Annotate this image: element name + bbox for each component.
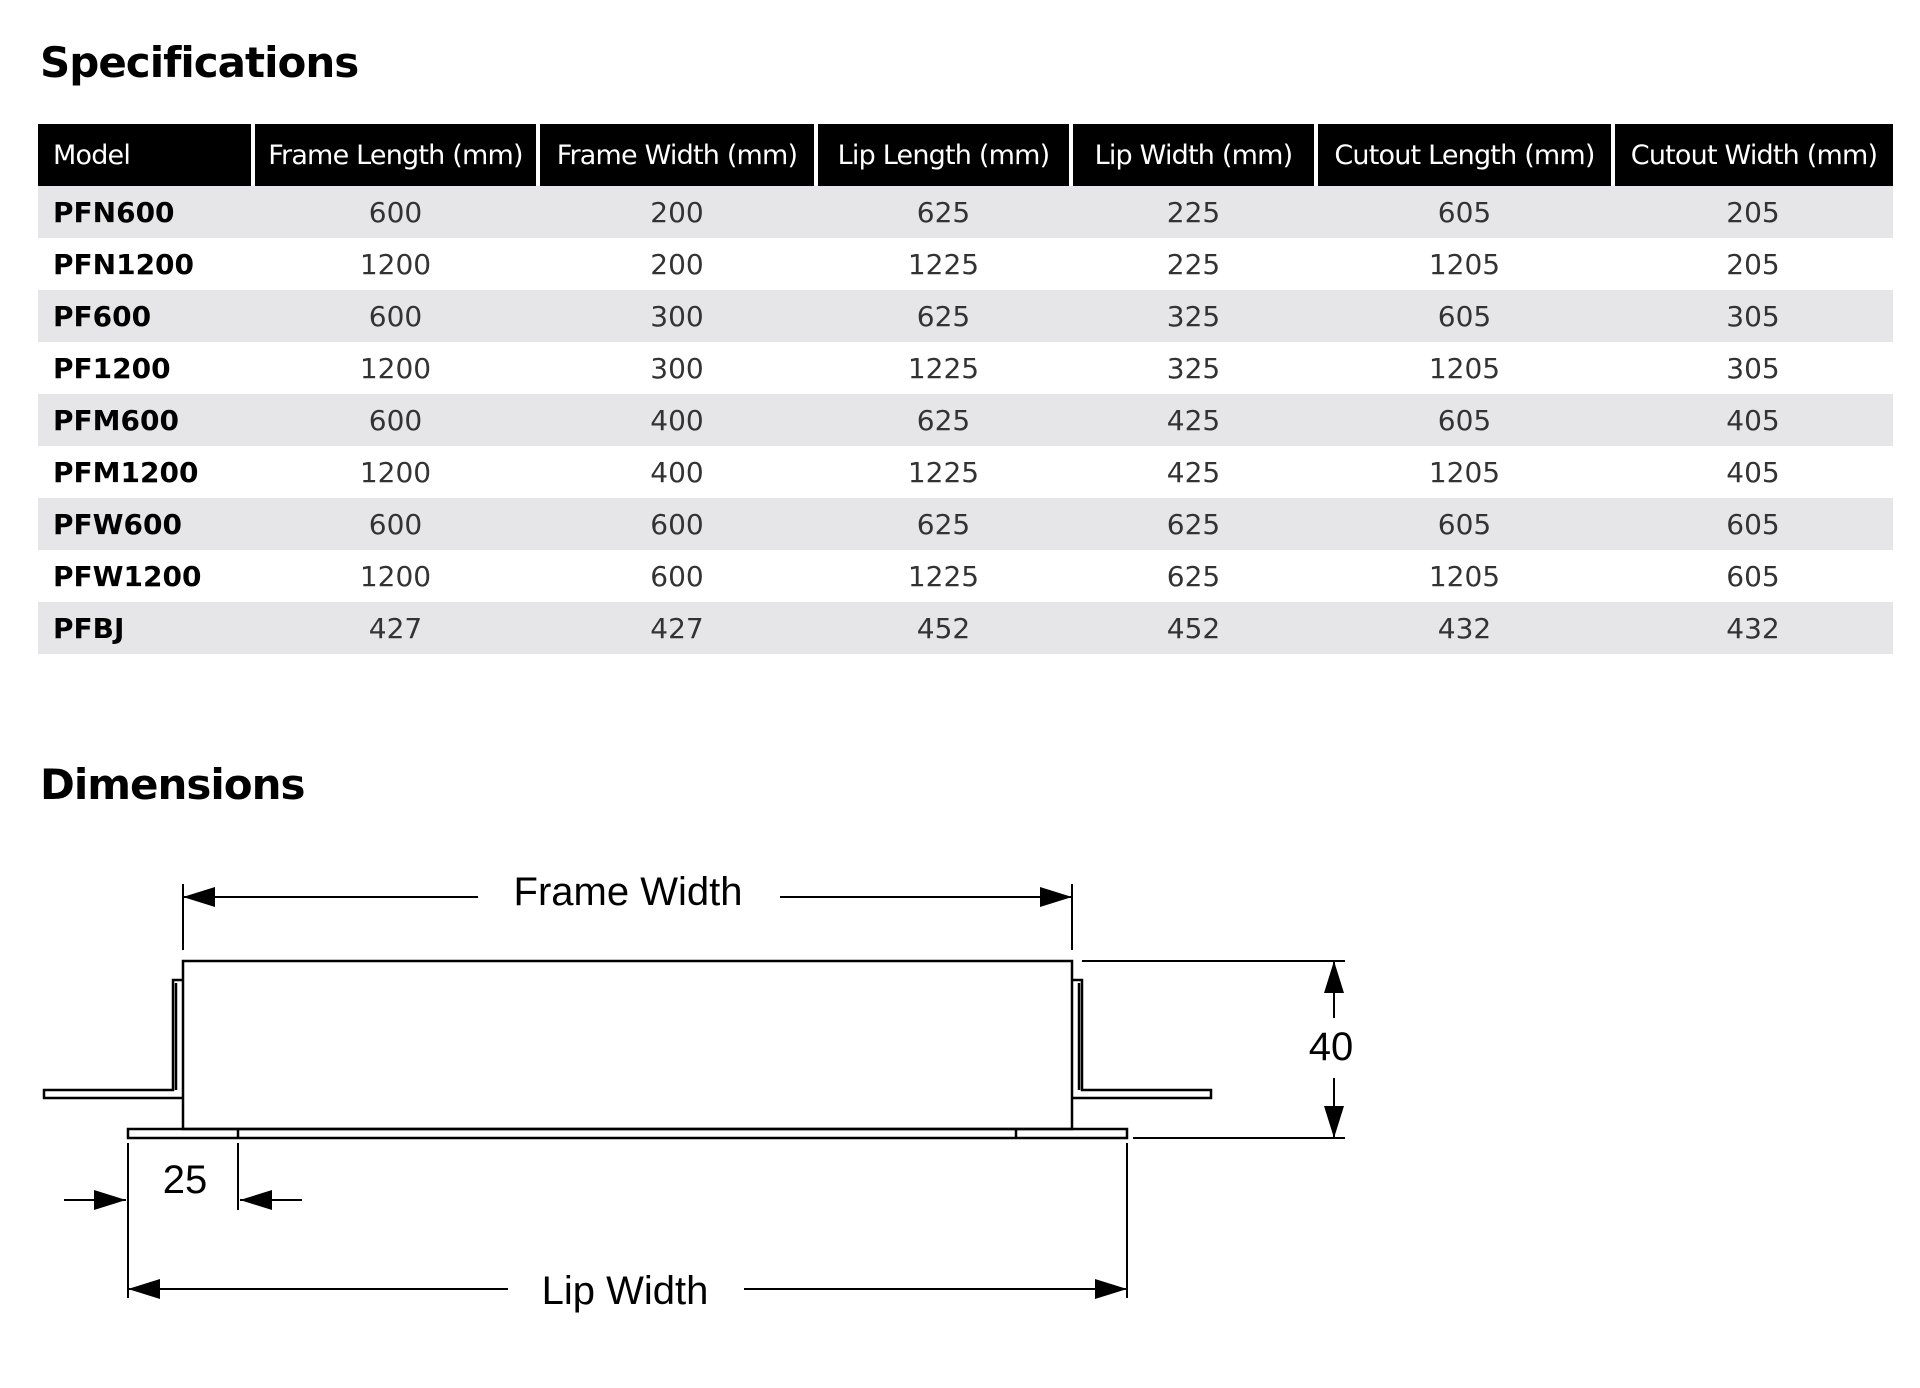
- frame-width-cell: 427: [538, 602, 816, 654]
- cutout-length-cell: 1205: [1316, 238, 1613, 290]
- table-row: [38, 446, 1893, 498]
- table-header-row: [38, 124, 1893, 186]
- lip-width-cell: 625: [1071, 550, 1316, 602]
- lip-length-cell: 625: [816, 290, 1071, 342]
- cutout-length-cell: 1205: [1316, 550, 1613, 602]
- specifications-title: Specifications: [40, 38, 359, 87]
- frame-width-cell: 600: [538, 550, 816, 602]
- frame-width-cell: 400: [538, 394, 816, 446]
- model-cell: PFW600: [38, 498, 253, 550]
- model-cell: PF600: [38, 290, 253, 342]
- cutout-width-cell: 205: [1613, 186, 1893, 238]
- frame-width-cell: 600: [538, 498, 816, 550]
- frame-width-cell: 400: [538, 446, 816, 498]
- lip-length-cell: 1225: [816, 550, 1071, 602]
- cutout-width-cell: 405: [1613, 394, 1893, 446]
- lip-length-cell: 625: [816, 394, 1071, 446]
- lip-length-cell: 1225: [816, 238, 1071, 290]
- cutout-width-cell: 405: [1613, 446, 1893, 498]
- lip-width-cell: 625: [1071, 498, 1316, 550]
- column-header-frame-length: Frame Length (mm): [253, 124, 538, 186]
- table-row: [38, 290, 1893, 342]
- lip-width-cell: 325: [1071, 290, 1316, 342]
- cutout-length-cell: 605: [1316, 290, 1613, 342]
- cutout-width-cell: 605: [1613, 550, 1893, 602]
- lip-length-cell: 1225: [816, 342, 1071, 394]
- lip-width-cell: 225: [1071, 238, 1316, 290]
- lip-width-cell: 325: [1071, 342, 1316, 394]
- lip-width-cell: 452: [1071, 602, 1316, 654]
- model-cell: PFM600: [38, 394, 253, 446]
- lip-length-cell: 452: [816, 602, 1071, 654]
- frame-width-cell: 200: [538, 238, 816, 290]
- model-cell: PFN600: [38, 186, 253, 238]
- cutout-width-cell: 205: [1613, 238, 1893, 290]
- frame-width-label: Frame Width: [513, 870, 743, 914]
- column-header-lip-length: Lip Length (mm): [816, 124, 1071, 186]
- frame-length-cell: 600: [253, 498, 538, 550]
- table-row: [38, 498, 1893, 550]
- frame-length-cell: 1200: [253, 238, 538, 290]
- specifications-table: [38, 124, 1893, 654]
- cutout-length-cell: 432: [1316, 602, 1613, 654]
- model-cell: PFM1200: [38, 446, 253, 498]
- frame-length-cell: 427: [253, 602, 538, 654]
- cutout-width-cell: 305: [1613, 290, 1893, 342]
- cutout-length-cell: 605: [1316, 394, 1613, 446]
- model-cell: PFBJ: [38, 602, 253, 654]
- frame-width-cell: 200: [538, 186, 816, 238]
- frame-length-cell: 600: [253, 290, 538, 342]
- dimension-diagram: [0, 840, 1400, 1320]
- frame-width-cell: 300: [538, 342, 816, 394]
- height-dimension: [1082, 961, 1345, 1138]
- frame-length-cell: 1200: [253, 446, 538, 498]
- cutout-length-cell: 1205: [1316, 446, 1613, 498]
- cutout-length-cell: 1205: [1316, 342, 1613, 394]
- frame-length-cell: 1200: [253, 342, 538, 394]
- table-row: [38, 602, 1893, 654]
- lip-length-cell: 625: [816, 498, 1071, 550]
- lip-width-label: Lip Width: [541, 1269, 709, 1313]
- table-row: [38, 394, 1893, 446]
- frame-width-cell: 300: [538, 290, 816, 342]
- column-header-cutout-length: Cutout Length (mm): [1316, 124, 1613, 186]
- cutout-width-cell: 605: [1613, 498, 1893, 550]
- frame-body: [44, 961, 1211, 1138]
- cutout-width-cell: 432: [1613, 602, 1893, 654]
- lip-overhang-label: 25: [162, 1158, 208, 1202]
- table-row: [38, 238, 1893, 290]
- column-header-cutout-width: Cutout Width (mm): [1613, 124, 1893, 186]
- lip-width-cell: 225: [1071, 186, 1316, 238]
- column-header-lip-width: Lip Width (mm): [1071, 124, 1316, 186]
- table-row: [38, 342, 1893, 394]
- model-cell: PF1200: [38, 342, 253, 394]
- lip-length-cell: 1225: [816, 446, 1071, 498]
- frame-length-cell: 1200: [253, 550, 538, 602]
- frame-length-cell: 600: [253, 394, 538, 446]
- frame-length-cell: 600: [253, 186, 538, 238]
- column-header-model: Model: [38, 124, 253, 186]
- cutout-length-cell: 605: [1316, 498, 1613, 550]
- table-row: [38, 550, 1893, 602]
- lip-width-cell: 425: [1071, 446, 1316, 498]
- table-row: [38, 186, 1893, 238]
- cutout-width-cell: 305: [1613, 342, 1893, 394]
- model-cell: PFW1200: [38, 550, 253, 602]
- column-header-frame-width: Frame Width (mm): [538, 124, 816, 186]
- height-value-label: 40: [1308, 1025, 1354, 1069]
- model-cell: PFN1200: [38, 238, 253, 290]
- lip-width-cell: 425: [1071, 394, 1316, 446]
- lip-length-cell: 625: [816, 186, 1071, 238]
- cutout-length-cell: 605: [1316, 186, 1613, 238]
- dimensions-title: Dimensions: [40, 760, 305, 809]
